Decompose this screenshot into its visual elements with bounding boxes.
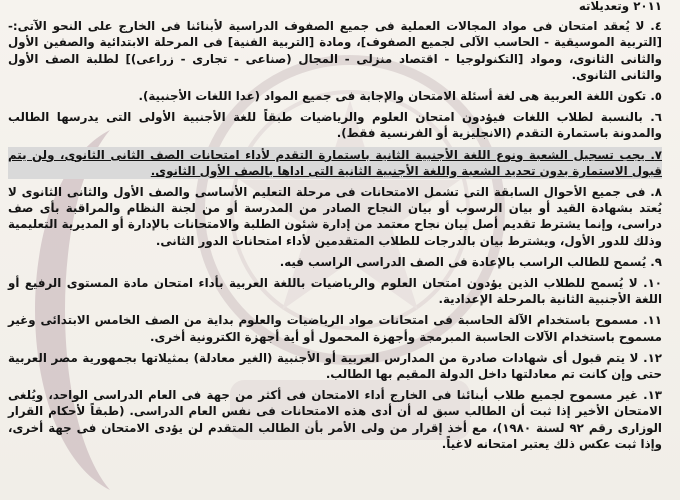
item-11: ١١. مسموح باستخدام الآلة الحاسبة فى امتحانات مواد الرياضيات والعلوم بداية من الصف الخامس الابتدائى وغير مسموح باستخدام الآلات الحاسبة المبرمجة وأجهزة المحمول أو أية أجهزة الكترونية أخرى. (8, 313, 662, 344)
item-12: ١٢. لا يتم قبول أى شهادات صادرة من المدارس العربية أو الأجنبية (الغير معادلة) بمثيلاتها بجمهورية مصر العربية حتى وإن كانت تم معادلتها داخل الدولة المقيم بها الطالب. (8, 350, 662, 382)
item-10: ١٠. لا يُسمح للطلاب الذين يؤدون امتحان العلوم والرياضيات باللغة العربية بأداء امتحان مادة المستوى الرفيع أو اللغة الأجنبية الثانية بالمرحلة الإعدادية. (8, 276, 662, 307)
item-9: ٩. يُسمح للطالب الراسب بالإعادة فى الصف الدراسى الراسب فيه. (279, 254, 662, 269)
item-8: ٨. فى جميع الأحوال السابقة التى تشمل الامتحانات فى مرحلة التعليم الأساسى والصف الأول والثانى الثانوى لا يُعتد بشهادة القيد أو بيان الرسوب أو بيان النجاح الصادر من المدرسة أو من لجنة النظام والمراقبة بأى صف دراسى، وإنما يشترط تقديم أصل بيان نجاح معتمد من إدارة شئون الطلبة والامتحانات بالإدارة أو المديرية التعليمية وذلك للدور الأول، ويشترط بيان بالدرجات للطلاب المتقدمين لأداء امتحانات الدور الثانى. (8, 185, 662, 248)
item-13: ١٣. غير مسموح لجميع طلاب أبنائنا فى الخارج أداء الامتحان فى أكثر من جهة فى العام الدراسى الواحد، ويُلغى الامتحان الأخير إذا ثبت أن الطالب سبق له أن أدى هذه الامتحانات فى نفس العام الدراسى. (طبقاً لأحكام القرار الوزارى رقم ٩٢ لسنة ١٩٨٠)، مع أخذ إقرار من ولى الأمر بأن الطالب المتقدم لن يؤدى الامتحان فى جهة أخرى، وإذا ثبت عكس ذلك يعتبر امتحانه لاغياً. (8, 388, 662, 451)
instructions-text (8, 0, 662, 457)
doc-top-line: ٢٠١١ وتعديلاته (578, 0, 662, 13)
item-6: ٦. بالنسبة لطلاب اللغات فيؤدون امتحان العلوم والرياضيات طبقاً للغة الأجنبية الأولى التى يدرسها الطالب والمدونة باستمارة التقدم (الانجليزية أو الفرنسية فقط). (8, 110, 662, 141)
item-7: ٧. يجب تسجيل الشعبة ونوع اللغة الأجنبية الثانية باستمارة التقدم لأداء امتحانات الصف الثانى الثانوى، ولن يتم قبول الاستمارة بدون تحديد الشعبة واللغة الأجنبية الثانية التى اداها بالصف الأول الثانوى. (8, 147, 662, 178)
item-4: ٤. لا يُعقد امتحان فى مواد المجالات العملية فى جميع الصفوف الدراسية لأبنائنا فى الخارج على النحو الآتى:- [التربية الموسيقية - الحاسب الآلى لجميع الصفوف]، ومادة [التربية الفنية] فى المرحلة الابتدائية والصفين الأول والثانى الثانوى، ومواد [التكنولوجيا - اقتصاد منزلى - المجال (صناعى - تجارى - زراعى)] لطلبة الصف الأول والثانى الثانوى. (8, 19, 662, 82)
item-5: ٥. تكون اللغة العربية هى لغة أسئلة الامتحان والإجابة فى جميع المواد (عدا اللغات الأجنبية). (138, 89, 662, 104)
